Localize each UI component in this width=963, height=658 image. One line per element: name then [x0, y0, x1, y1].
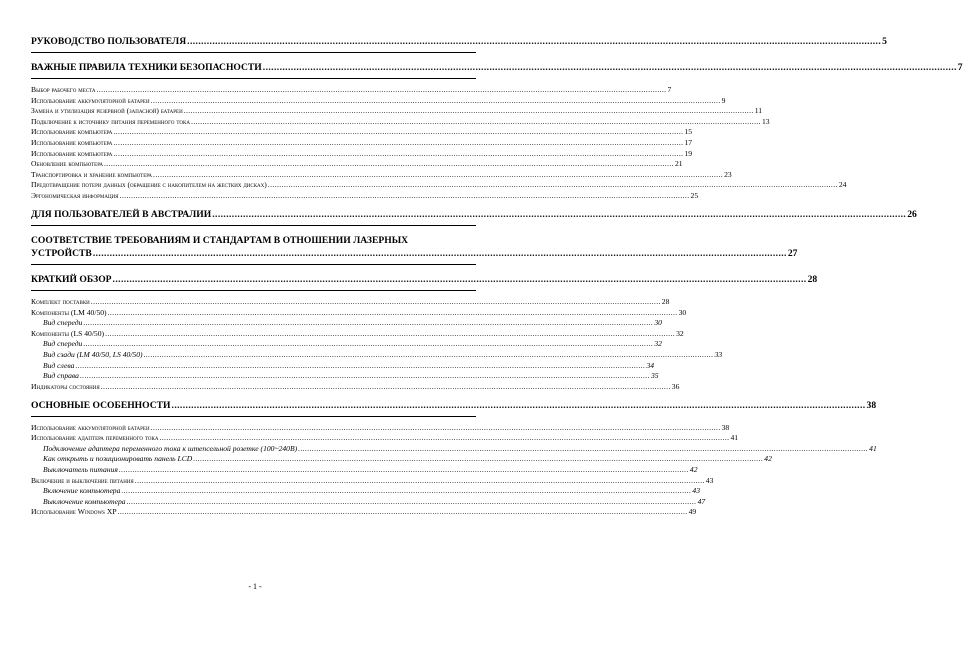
toc-title: Вид сзади (LM 40/50, LS 40/50)	[43, 349, 143, 359]
dot-leader	[105, 329, 675, 338]
toc-entry[interactable]	[31, 475, 714, 485]
dot-leader	[96, 85, 666, 94]
toc-section[interactable]	[31, 208, 917, 220]
toc-title: ОСНОВНЫЕ ОСОБЕННОСТИ	[31, 399, 171, 411]
dot-leader	[187, 36, 881, 47]
dot-leader	[184, 106, 754, 115]
toc-entry[interactable]	[31, 422, 730, 432]
toc-page-number: 11	[754, 106, 763, 116]
dot-leader	[263, 62, 957, 73]
toc-title: Компоненты (LS 40/50)	[31, 328, 105, 338]
toc-page-number: 32	[654, 339, 662, 349]
toc-page-number: 9	[721, 95, 726, 105]
toc-page-number: 26	[907, 208, 917, 220]
dot-leader	[83, 318, 653, 327]
toc-entry[interactable]	[31, 85, 672, 94]
toc-page-number: 7	[957, 62, 963, 73]
section-divider	[31, 416, 476, 417]
toc-entry[interactable]	[31, 116, 770, 126]
section-divider	[31, 52, 476, 53]
toc-page-number: 7	[667, 85, 672, 94]
dot-leader	[151, 96, 721, 105]
toc-page-number: 35	[651, 371, 659, 381]
dot-leader	[104, 159, 674, 168]
toc-title: Вид справа	[43, 371, 79, 381]
toc-page-number: 47	[697, 496, 706, 506]
dot-leader	[93, 248, 787, 259]
toc-page-number: 21	[674, 159, 683, 169]
toc-page-number: 24	[838, 180, 847, 190]
section-divider	[31, 290, 476, 291]
toc-entry[interactable]	[31, 180, 847, 190]
toc-title: Эргономическая информация	[31, 190, 119, 200]
toc-title: Выключатель питания	[43, 465, 118, 475]
toc-title: Вид спереди	[43, 339, 83, 349]
toc-page-number: 34	[646, 360, 655, 370]
toc-section[interactable]	[31, 399, 877, 411]
toc-page-number: 17	[684, 137, 693, 147]
toc-title-continued: УСТРОЙСТВ	[31, 247, 92, 259]
toc-entry[interactable]	[31, 328, 684, 338]
toc-entry[interactable]	[31, 507, 697, 517]
toc-section[interactable]	[31, 273, 818, 285]
toc-entry[interactable]	[31, 95, 726, 105]
toc-page-number: 19	[684, 148, 693, 158]
dot-leader	[121, 486, 691, 495]
toc-entry[interactable]	[31, 169, 732, 179]
toc-title: Замена и утилизация резервной (запасной) батареи	[31, 106, 183, 116]
toc-title: Комплект поставки	[31, 296, 90, 306]
toc-title: Как открыть и позиционировать панель LCD	[43, 454, 193, 464]
dot-leader	[91, 297, 661, 306]
toc-page-number: 28	[661, 296, 670, 306]
toc-subentry[interactable]	[31, 360, 655, 370]
toc-title: Использование компьютера	[31, 137, 113, 147]
toc-page-number: 5	[882, 36, 887, 47]
toc-title: Использование аккумуляторной батареи	[31, 422, 150, 432]
toc-title: РУКОВОДСТВО ПОЛЬЗОВАТЕЛЯ	[31, 36, 187, 47]
dot-leader	[135, 476, 705, 485]
dot-leader	[108, 308, 678, 317]
toc-page-number: 42	[689, 465, 698, 475]
toc-title: Использование адаптера переменного тока	[31, 433, 159, 443]
dot-leader	[120, 191, 690, 200]
dot-leader	[113, 138, 683, 147]
toc-subentry[interactable]	[31, 496, 706, 506]
table-of-contents	[31, 36, 963, 517]
toc-subentry[interactable]	[31, 349, 723, 359]
toc-page-number: 30	[678, 307, 687, 317]
toc-entry[interactable]	[31, 137, 693, 147]
toc-title: Использование аккумуляторной батареи	[31, 95, 150, 105]
toc-title: Использование компьютера	[31, 127, 113, 137]
toc-page-number: 32	[676, 328, 684, 338]
dot-leader	[144, 350, 714, 359]
toc-entry[interactable]	[31, 159, 683, 169]
toc-section-line1	[31, 235, 476, 246]
section-divider	[31, 225, 476, 226]
toc-title: Обновление компьютера	[31, 159, 103, 169]
toc-title: ВАЖНЫЕ ПРАВИЛА ТЕХНИКИ БЕЗОПАСНОСТИ	[31, 62, 262, 73]
toc-page-number: 38	[866, 399, 877, 411]
section-divider	[31, 264, 476, 265]
toc-title: Индикаторы состояния	[31, 381, 100, 391]
toc-page-number: 30	[654, 318, 662, 328]
toc-section[interactable]	[31, 62, 963, 73]
dot-leader	[298, 444, 868, 453]
dot-leader	[119, 465, 689, 474]
toc-title: Включение и выключение питания	[31, 475, 134, 485]
toc-subentry[interactable]	[31, 486, 701, 496]
dot-leader	[75, 361, 645, 370]
toc-page-number: 38	[721, 422, 730, 432]
toc-subentry[interactable]	[31, 454, 772, 464]
toc-section[interactable]	[31, 36, 887, 47]
toc-page-number: 27	[787, 247, 798, 259]
toc-entry[interactable]	[31, 127, 693, 137]
dot-leader	[193, 454, 763, 463]
toc-page-number: 28	[807, 273, 818, 285]
dot-leader	[159, 433, 729, 442]
toc-page-number: 13	[761, 116, 770, 126]
dot-leader	[191, 117, 761, 126]
page-number: - 1 -	[248, 582, 262, 591]
toc-title: Использование компьютера	[31, 148, 113, 158]
toc-page-number: 43	[692, 486, 701, 496]
toc-section[interactable]	[31, 247, 798, 259]
toc-title: Использование Windows XP	[31, 507, 117, 517]
dot-leader	[153, 170, 723, 179]
dot-leader	[101, 382, 671, 391]
toc-entry[interactable]	[31, 307, 687, 317]
dot-leader	[212, 209, 906, 220]
toc-title: Вид спереди	[43, 318, 83, 328]
toc-title: Транспортировка и хранение компьютера	[31, 169, 153, 179]
toc-title: Выбор рабочего места	[31, 85, 96, 94]
toc-entry[interactable]	[31, 381, 680, 391]
dot-leader	[151, 423, 721, 432]
section-divider	[31, 78, 476, 79]
toc-subentry[interactable]	[31, 339, 662, 349]
toc-page-number: 41	[869, 443, 877, 453]
dot-leader	[268, 180, 838, 189]
toc-page-number: 36	[671, 381, 680, 391]
toc-page-number: 25	[690, 190, 699, 200]
toc-title: СООТВЕТСТВИЕ ТРЕБОВАНИЯМ И СТАНДАРТАМ В ОТНОШЕНИИ ЛАЗЕРНЫХ	[31, 234, 409, 246]
toc-entry[interactable]	[31, 296, 670, 306]
toc-page-number: 42	[764, 454, 772, 464]
dot-leader	[113, 127, 683, 136]
toc-page-number: 33	[714, 349, 723, 359]
dot-leader	[80, 371, 650, 380]
toc-subentry[interactable]	[31, 318, 662, 328]
toc-title: Подключение к источнику питания переменного тока	[31, 116, 190, 126]
toc-entry[interactable]	[31, 433, 739, 443]
toc-entry[interactable]	[31, 190, 699, 200]
toc-title: Подключение адаптера переменного тока к штепсельной розетке (100~240В)	[43, 443, 298, 453]
dot-leader	[127, 497, 697, 506]
dot-leader	[83, 339, 653, 348]
toc-subentry[interactable]	[31, 371, 659, 381]
dot-leader	[113, 149, 683, 158]
toc-page-number: 23	[724, 169, 732, 179]
toc-page-number: 43	[705, 475, 714, 485]
toc-entry[interactable]	[31, 106, 763, 116]
dot-leader	[113, 274, 807, 285]
dot-leader	[118, 507, 688, 516]
toc-entry[interactable]	[31, 148, 693, 158]
dot-leader	[172, 400, 866, 411]
toc-title: ДЛЯ ПОЛЬЗОВАТЕЛЕЙ В АВСТРАЛИИ	[31, 208, 212, 220]
toc-subentry[interactable]	[31, 465, 698, 475]
toc-title: Компоненты (LM 40/50)	[31, 307, 107, 317]
toc-subentry[interactable]	[31, 443, 877, 453]
toc-title: Включение компьютера	[43, 486, 121, 496]
toc-title: Выключение компьютера	[43, 496, 126, 506]
toc-page-number: 41	[730, 433, 739, 443]
toc-page-number: 49	[688, 507, 697, 517]
toc-title: КРАТКИЙ ОБЗОР	[31, 273, 112, 285]
toc-title: Предотвращение потери данных (обращение с накопителем на жестких дисках)	[31, 180, 267, 190]
toc-page-number: 15	[684, 127, 693, 137]
toc-title: Вид слева	[43, 360, 75, 370]
